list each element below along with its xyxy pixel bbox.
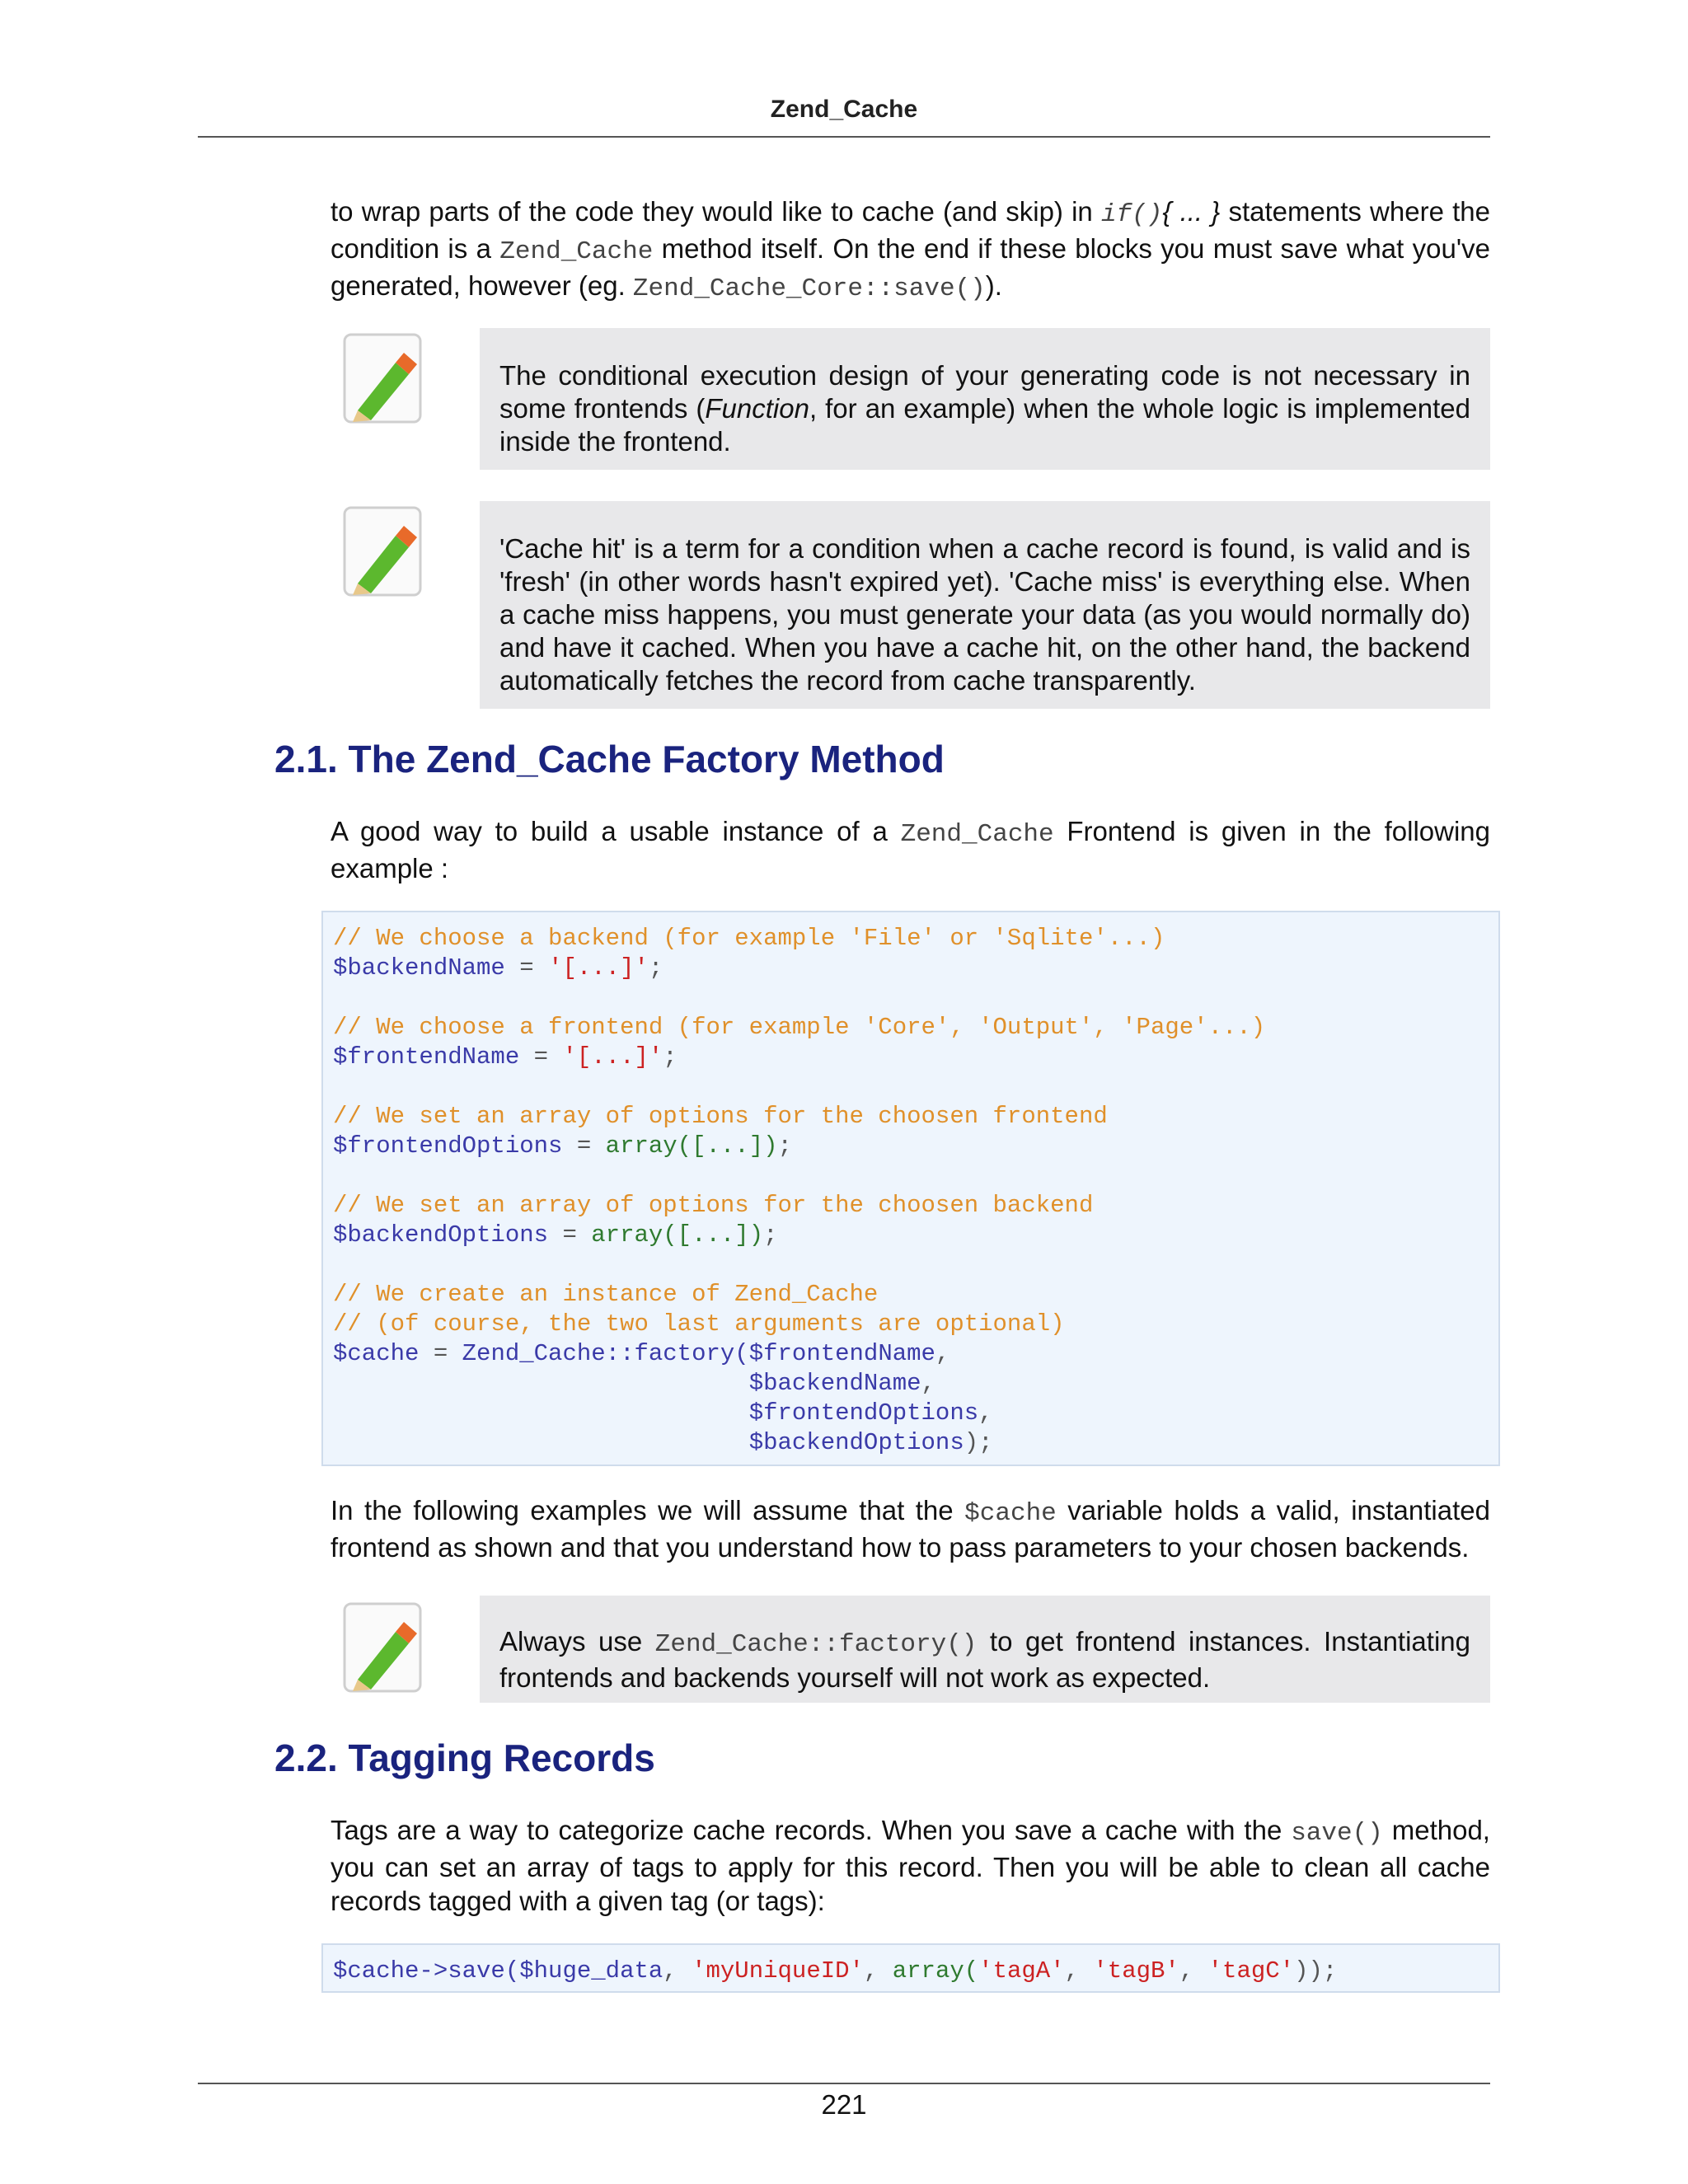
running-header: Zend_Cache [770, 96, 918, 123]
note-box: The conditional execution design of your generating code is not necessary in some frontends (Function, for an example) when the whole logic is implemented inside the frontend. [480, 328, 1490, 470]
note-icon [338, 330, 427, 427]
footer-rule [198, 2083, 1490, 2084]
page-number: 221 [821, 2089, 867, 2120]
code-block: $cache->save($huge_data, 'myUniqueID', array('tagA', 'tagB', 'tagC')); [321, 1943, 1500, 1993]
code-block: // We choose a backend (for example 'File' or 'Sqlite'...) $backendName = '[...]'; // We choose a frontend (for example 'Core', 'Output', 'Page'...) $frontendName = '[...]'; // We set an array of options for the choosen frontend $frontendOptions = array([...]); // We set an array of options for the choosen backend $backendOptions = array([...]); // We create an instance of Zend_Cache // (of course, the two last arguments are optional) $cache = Zend_Cache::factory($frontendName, $backendName, $frontendOptions, $backendOptions); [321, 911, 1500, 1466]
note-box: 'Cache hit' is a term for a condition when a cache record is found, is valid and is 'fresh' (in other words hasn't expired yet). 'Cache miss' is everything else. When a cache miss happens, you must generate your data (as you would normally do) and have it cached. When you have a cache hit, on the other hand, the backend automatically fetches the record from cache transparently. [480, 501, 1490, 709]
section-paragraph: Tags are a way to categorize cache records. When you save a cache with the save() method, you can set an array of tags to apply for this record. Then you will be able to clean all cache records tagged with a given tag (or tags): [331, 1815, 1490, 1916]
section-title: 2.2. Tagging Records [274, 1736, 655, 1779]
section-paragraph: In the following examples we will assume that the $cache variable holds a valid, instantiated frontend as shown and that you understand how to pass parameters to your chosen backends. [331, 1495, 1490, 1563]
note-icon [338, 1599, 427, 1696]
header-rule [198, 136, 1490, 138]
note-icon [338, 503, 427, 600]
intro-paragraph: to wrap parts of the code they would like to cache (and skip) in if(){ ... } statements where the condition is a Zend_Cache method itself. On the end if these blocks you must save what you've generated, however (eg. Zend_Cache_Core::save()). [331, 196, 1490, 303]
note-box: Always use Zend_Cache::factory() to get frontend instances. Instantiating frontends and backends yourself will not work as expected. [480, 1596, 1490, 1703]
section-paragraph: A good way to build a usable instance of a Zend_Cache Frontend is given in the following example : [331, 816, 1490, 883]
section-title: 2.1. The Zend_Cache Factory Method [274, 738, 945, 780]
